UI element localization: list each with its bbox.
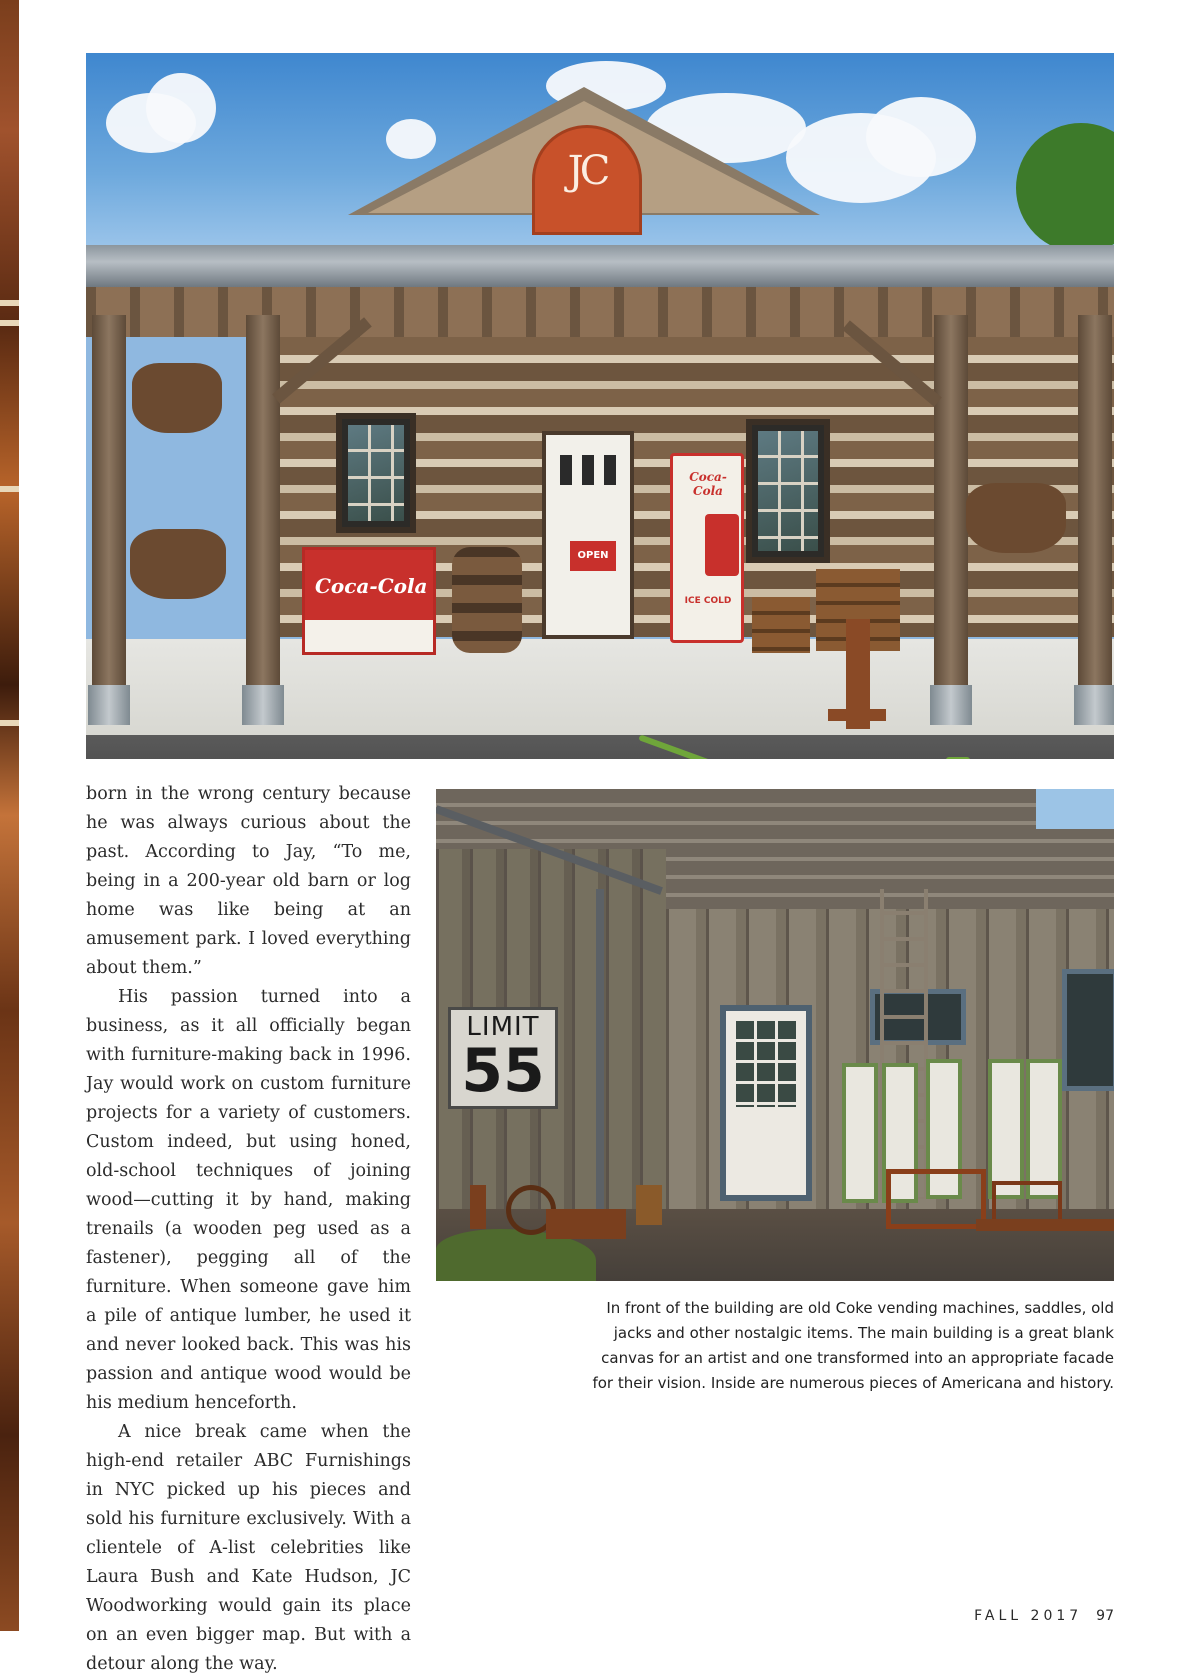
article-body [86, 780, 411, 1679]
side-window [1062, 969, 1114, 1091]
barn-facade-photo [436, 789, 1114, 1281]
rusty-post [470, 1185, 486, 1229]
porch-post [92, 315, 126, 725]
saddle [966, 483, 1066, 553]
shutter [988, 1059, 1024, 1199]
porch-post [934, 315, 968, 725]
issue-label: FALL 2017 [974, 1608, 1083, 1624]
speed-limit-sign: LIMIT 55 [448, 1007, 558, 1109]
rusty-scrap [976, 1219, 1114, 1231]
porch-post [1078, 315, 1112, 725]
paragraph: born in the wrong century because he was always curious about the past. According to Jay, “To me, being in a 200-year old barn or log home was like being at an amusement park. I loved everything about them.” [86, 784, 411, 978]
coca-cola-vending-machine: Coca-Cola ICE COLD [670, 453, 744, 643]
left-window [336, 413, 416, 533]
antique-jack [828, 709, 886, 721]
right-window [746, 419, 830, 563]
downspout [596, 889, 604, 1209]
rusty-tools [546, 1209, 626, 1239]
soda-crates [752, 597, 810, 653]
jc-logo-sign: JC [532, 125, 642, 235]
rusty-crate [886, 1169, 986, 1229]
wooden-barrel [452, 547, 522, 653]
storefront-photo [86, 53, 1114, 759]
shutter [842, 1063, 878, 1203]
shutter [1026, 1059, 1062, 1199]
rusty-can [636, 1185, 662, 1225]
photo-caption: In front of the building are old Coke vending machines, saddles, old jacks and other nostalgic items. The main building is a great blank canvas for an artist and one transformed into an appropriate facade for their vision. Inside are numerous pieces of Americana and history. [592, 1299, 1114, 1392]
metal-roof [86, 245, 1114, 287]
coca-cola-cooler: Coca-Cola [302, 547, 436, 655]
adjacent-page-edge [0, 0, 19, 1631]
open-sign: OPEN [570, 541, 616, 571]
paragraph: His passion turned into a business, as it all officially began with furniture-making back in 1996. Jay would work on custom furniture projects for a variety of customers. Custom indeed, but using honed, old-school techniques of joining wood—cutting it by hand, making trenails (a wooden peg used as a fastener), pegging all of the furniture. When someone gave him a pile of antique lumber, he used it and never looked back. This was his passion and antique wood would be his medium henceforth. [86, 987, 411, 1413]
page-number: 97 [1096, 1608, 1114, 1624]
saddle [132, 363, 222, 433]
barn-door [720, 1005, 812, 1201]
parking-lot [86, 735, 1114, 759]
saddle [130, 529, 226, 599]
paragraph: A nice break came when the high-end retailer ABC Furnishings in NYC picked up his pieces and sold his furniture exclusively. With a clientele of A-list celebrities like Laura Bush and Kate Hudson, JC Woodworking would gain its place on an even bigger map. But with a detour along the way. [86, 1422, 411, 1674]
page-folio [974, 1608, 1114, 1624]
shop-door [542, 431, 634, 639]
porch-post [246, 315, 280, 725]
